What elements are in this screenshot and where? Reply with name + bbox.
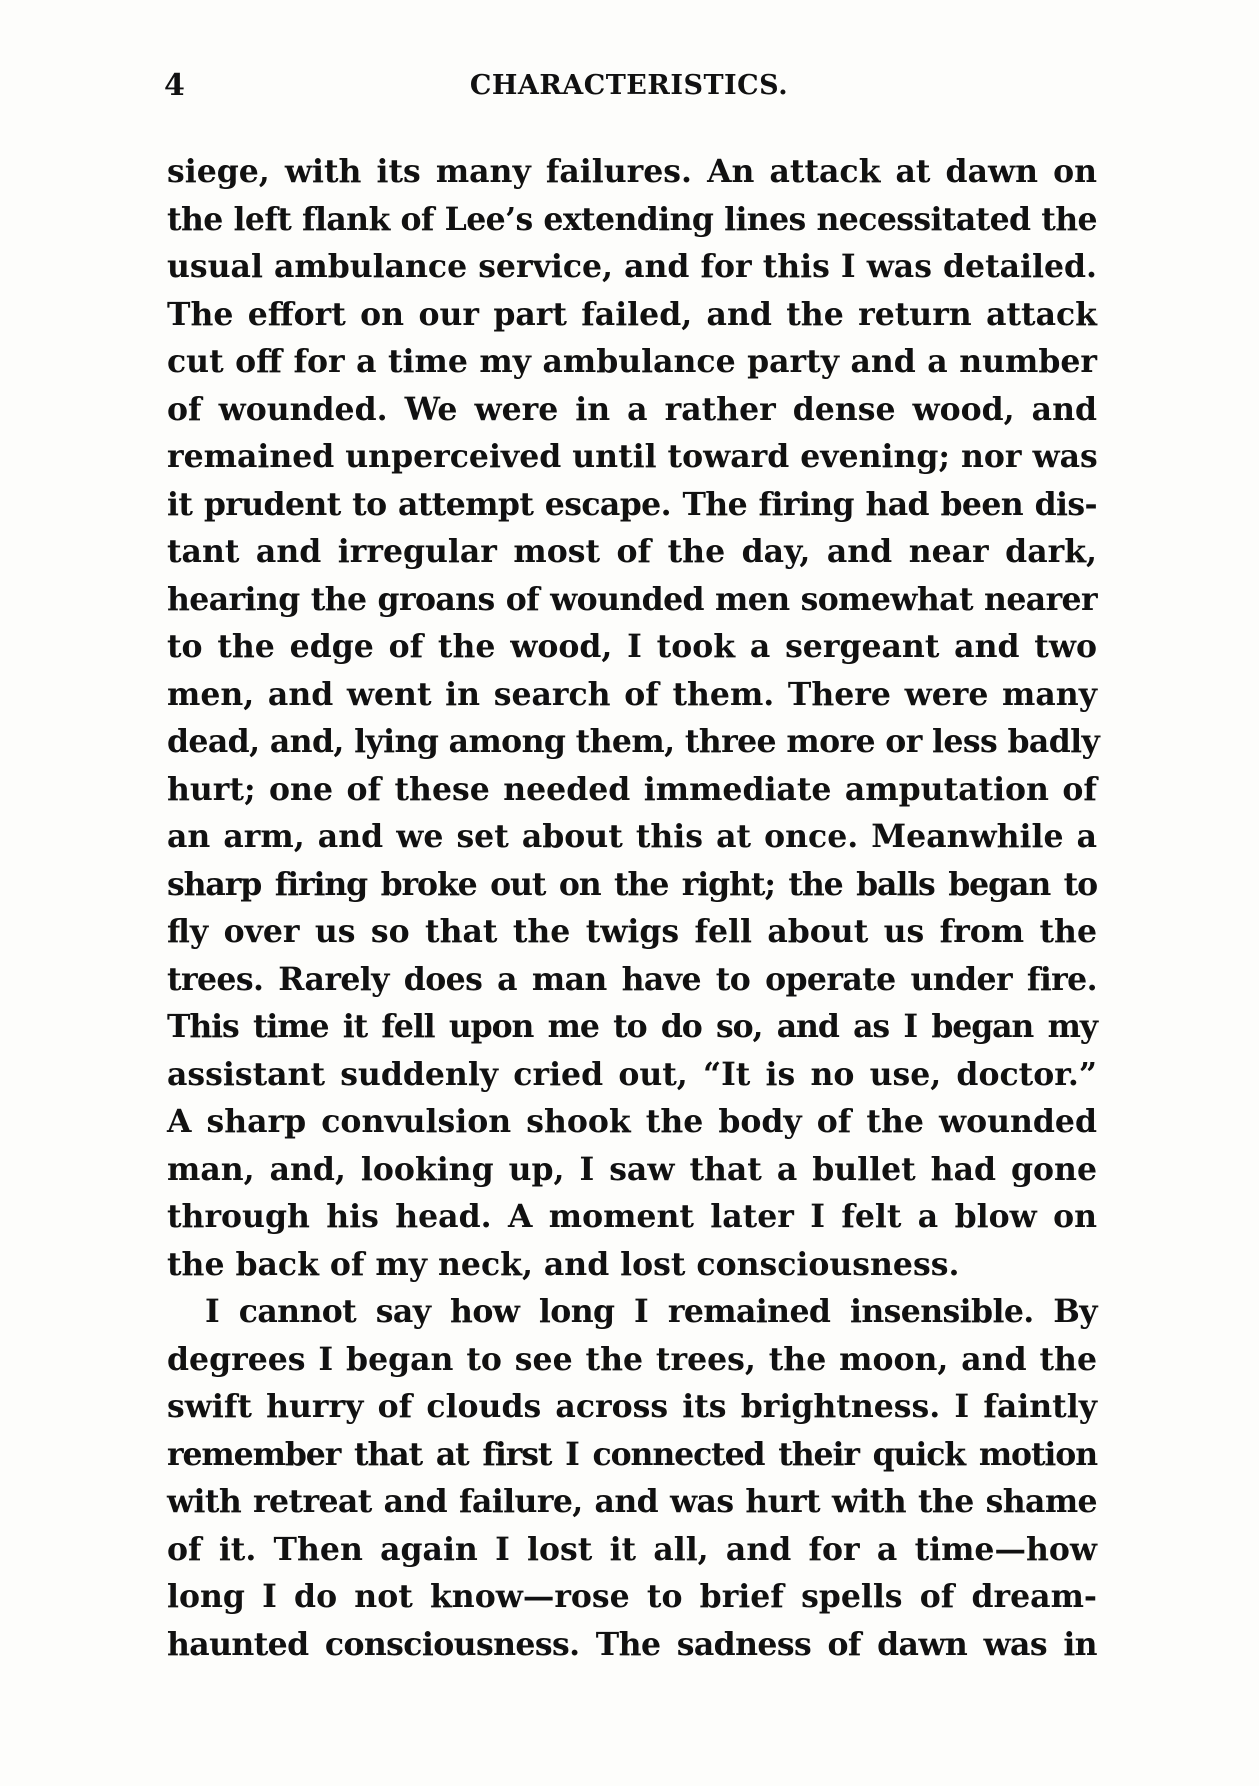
- text-line: of it. Then again I lost it all, and for a time—how: [167, 1530, 1097, 1568]
- text-line: sharp firing broke out on the right; the balls began to: [167, 865, 1097, 903]
- text-line: fly over us so that the twigs fell about us from the: [167, 913, 1097, 950]
- text-line: I cannot say how long I remained insensible. By: [205, 1293, 1097, 1330]
- text-line: of wounded. We were in a rather dense wood, and: [167, 390, 1097, 428]
- text-line: tant and irregular most of the day, and near dark,: [167, 533, 1097, 570]
- text-line: it prudent to attempt escape. The firing had been dis-: [167, 485, 1097, 523]
- text-line: long I do not know—rose to brief spells of dream-: [167, 1578, 1097, 1615]
- text-line: hurt; one of these needed immediate amputation of: [167, 770, 1097, 808]
- text-line: trees. Rarely does a man have to operate under fire.: [167, 960, 1097, 998]
- running-head: [164, 66, 1094, 106]
- text-line: man, and, looking up, I saw that a bullet had gone: [167, 1150, 1097, 1188]
- text-line: dead, and, lying among them, three more or less badly: [167, 723, 1100, 760]
- text-line: to the edge of the wood, I took a sergeant and two: [167, 628, 1097, 665]
- text-line: the back of my neck, and lost consciousness.: [167, 1245, 960, 1283]
- text-line: The effort on our part failed, and the return attack: [167, 295, 1097, 333]
- page-number: 4: [164, 68, 185, 103]
- text-line: with retreat and failure, and was hurt with the shame: [167, 1483, 1097, 1520]
- running-head-title: CHARACTERISTICS.: [469, 70, 789, 101]
- text-line: degrees I began to see the trees, the moon, and the: [167, 1340, 1097, 1378]
- body-text: [167, 148, 1100, 1668]
- text-line: swift hurry of clouds across its brightness. I faintly: [167, 1388, 1097, 1425]
- text-line: cut off for a time my ambulance party and a number: [167, 343, 1097, 380]
- text-line: remember that at first I connected their quick motion: [167, 1435, 1097, 1473]
- text-line: remained unperceived until toward evening; nor was: [167, 438, 1098, 475]
- text-line: assistant suddenly cried out, “It is no use, doctor.”: [167, 1055, 1097, 1093]
- text-line: an arm, and we set about this at once. Meanwhile a: [167, 818, 1097, 855]
- text-line: usual ambulance service, and for this I was detailed.: [167, 248, 1097, 285]
- text-line: This time it fell upon me to do so, and as I began my: [167, 1008, 1097, 1045]
- text-line: through his head. A moment later I felt a blow on: [167, 1198, 1097, 1235]
- text-line: A sharp convulsion shook the body of the wounded: [167, 1103, 1097, 1140]
- text-line: hearing the groans of wounded men somewhat nearer: [167, 580, 1097, 618]
- text-line: haunted consciousness. The sadness of dawn was in: [167, 1625, 1097, 1663]
- text-line: siege, with its many failures. An attack at dawn on: [167, 153, 1097, 190]
- text-line: men, and went in search of them. There were many: [167, 675, 1097, 713]
- text-line: the left flank of Lee’s extending lines necessitated the: [167, 200, 1097, 238]
